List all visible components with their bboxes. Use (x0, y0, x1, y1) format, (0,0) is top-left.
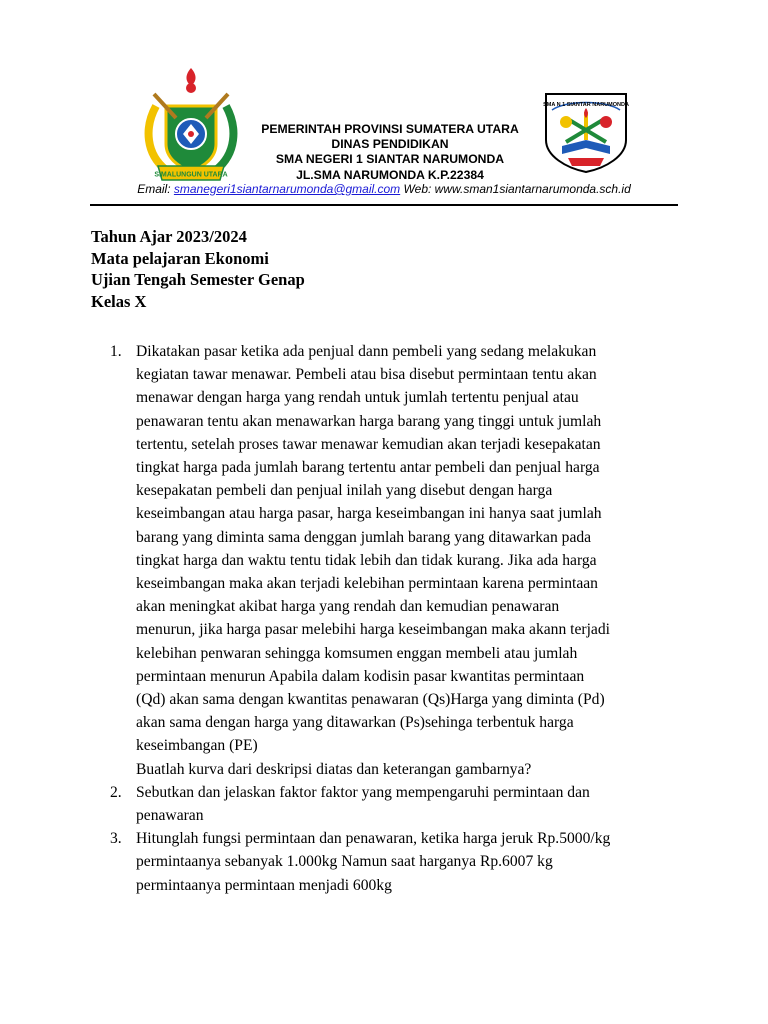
letterhead-line-province: PEMERINTAH PROVINSI SUMATERA UTARA (261, 122, 519, 136)
letterhead-line-school: SMA NEGERI 1 SIANTAR NARUMONDA (275, 152, 505, 167)
question-line: permintaanya permintaan menjadi 600kg (136, 876, 392, 894)
question-line: Sebutkan dan jelaskan faktor faktor yang mempengaruhi permintaan dan (136, 783, 590, 801)
question-line: permintaanya sebanyak 1.000kg Namun saat harganya Rp.6007 kg (136, 853, 553, 871)
class-level: Kelas X (91, 291, 147, 311)
question-number: 3. (110, 830, 122, 848)
letterhead-line-address: JL.SMA NARUMONDA K.P.22384 (296, 167, 484, 182)
letterhead-line-department: DINAS PENDIDIKAN (331, 137, 449, 152)
question-3 (110, 827, 696, 897)
question-2 (110, 781, 696, 827)
question-line: penawaran tentu akan menawarkan harga barang yang tinggi untuk jumlah (136, 412, 602, 430)
email-label: Email: (137, 182, 171, 196)
school-emblem-logo (540, 88, 632, 174)
letterhead-title-block (230, 122, 550, 183)
question-1 (110, 340, 696, 781)
question-line: akan meningkat akibat harga yang rendah dan kemudian penawaran (136, 598, 560, 616)
question-line: barang yang diminta sama denggan jumlah barang yang ditawarkan pada (136, 528, 592, 546)
question-line: kesepakatan pembeli dan penjual inilah yang disebut dengan harga (136, 482, 553, 500)
academic-year: Tahun Ajar 2023/2024 (91, 227, 247, 246)
question-line: penawaran (136, 807, 204, 825)
question-list (110, 340, 696, 897)
question-line: keseimbangan atau harga pasar, harga keseimbangan ini hanya saat jumlah (136, 505, 602, 523)
question-number: 1. (110, 343, 122, 360)
question-line: tingkat harga dan waktu tentu tidak lebih dan tidak kurang. Jika ada harga (136, 551, 597, 569)
question-line: kegiatan tawar menawar. Pembeli atau bisa disebut permintaan tentu akan (136, 366, 597, 384)
letterhead-divider (90, 204, 678, 206)
question-line: Hitunglah fungsi permintaan dan penawaran, ketika harga jeruk Rp.5000/kg (136, 830, 611, 848)
question-line: akan sama dengan harga yang ditawarkan (Ps)sehinga terbentuk harga (136, 714, 574, 732)
question-line: tingkat harga pada jumlah barang tertentu antar pembeli dan penjual harga (136, 459, 600, 477)
question-line: Buatlah kurva dari deskripsi diatas dan keterangan gambarnya? (136, 760, 532, 778)
question-line: kelebihan penwaran sehingga komsumen enggan membeli atau jumlah (136, 644, 578, 662)
web-label: Web: (403, 182, 432, 196)
left-logo-banner-text: SIMALUNGUN UTARA (154, 171, 228, 179)
question-number: 2. (110, 783, 122, 801)
question-line: permintaan menurun Apabila dalam kodisin pasar kwantitas permintaan (136, 667, 585, 685)
web-address: www.sman1siantarnarumonda.sch.id (434, 182, 631, 196)
question-line: keseimbangan maka akan terjadi kelebihan permintaan karena permintaan (136, 575, 598, 593)
question-line: keseimbangan (PE) (136, 737, 258, 755)
question-line: menurun, jika harga pasar melebihi harga keseimbangan maka akann terjadi (136, 621, 610, 639)
letterhead-contact-line (0, 182, 768, 196)
exam-header (91, 226, 591, 312)
question-line: Dikatakan pasar ketika ada penjual dann pembeli yang sedang melakukan (136, 343, 597, 360)
subject: Mata pelajaran Ekonomi (91, 248, 269, 268)
right-logo-arc-text: SMA N 1 SIANTAR NARUMONDA (543, 102, 629, 108)
question-line: menawar dengan harga yang rendah untuk jumlah tertentu penjual atau (136, 389, 579, 407)
question-line: tertentu, setelah proses tawar menawar kemudian akan terjadi kesepakatan (136, 435, 601, 453)
email-link[interactable]: smanegeri1siantarnarumonda@gmail.com (173, 182, 401, 196)
question-line: (Qd) akan sama dengan kwantitas penawaran (Qs)Harga yang diminta (Pd) (136, 691, 605, 709)
exam-name: Ujian Tengah Semester Genap (91, 270, 305, 289)
